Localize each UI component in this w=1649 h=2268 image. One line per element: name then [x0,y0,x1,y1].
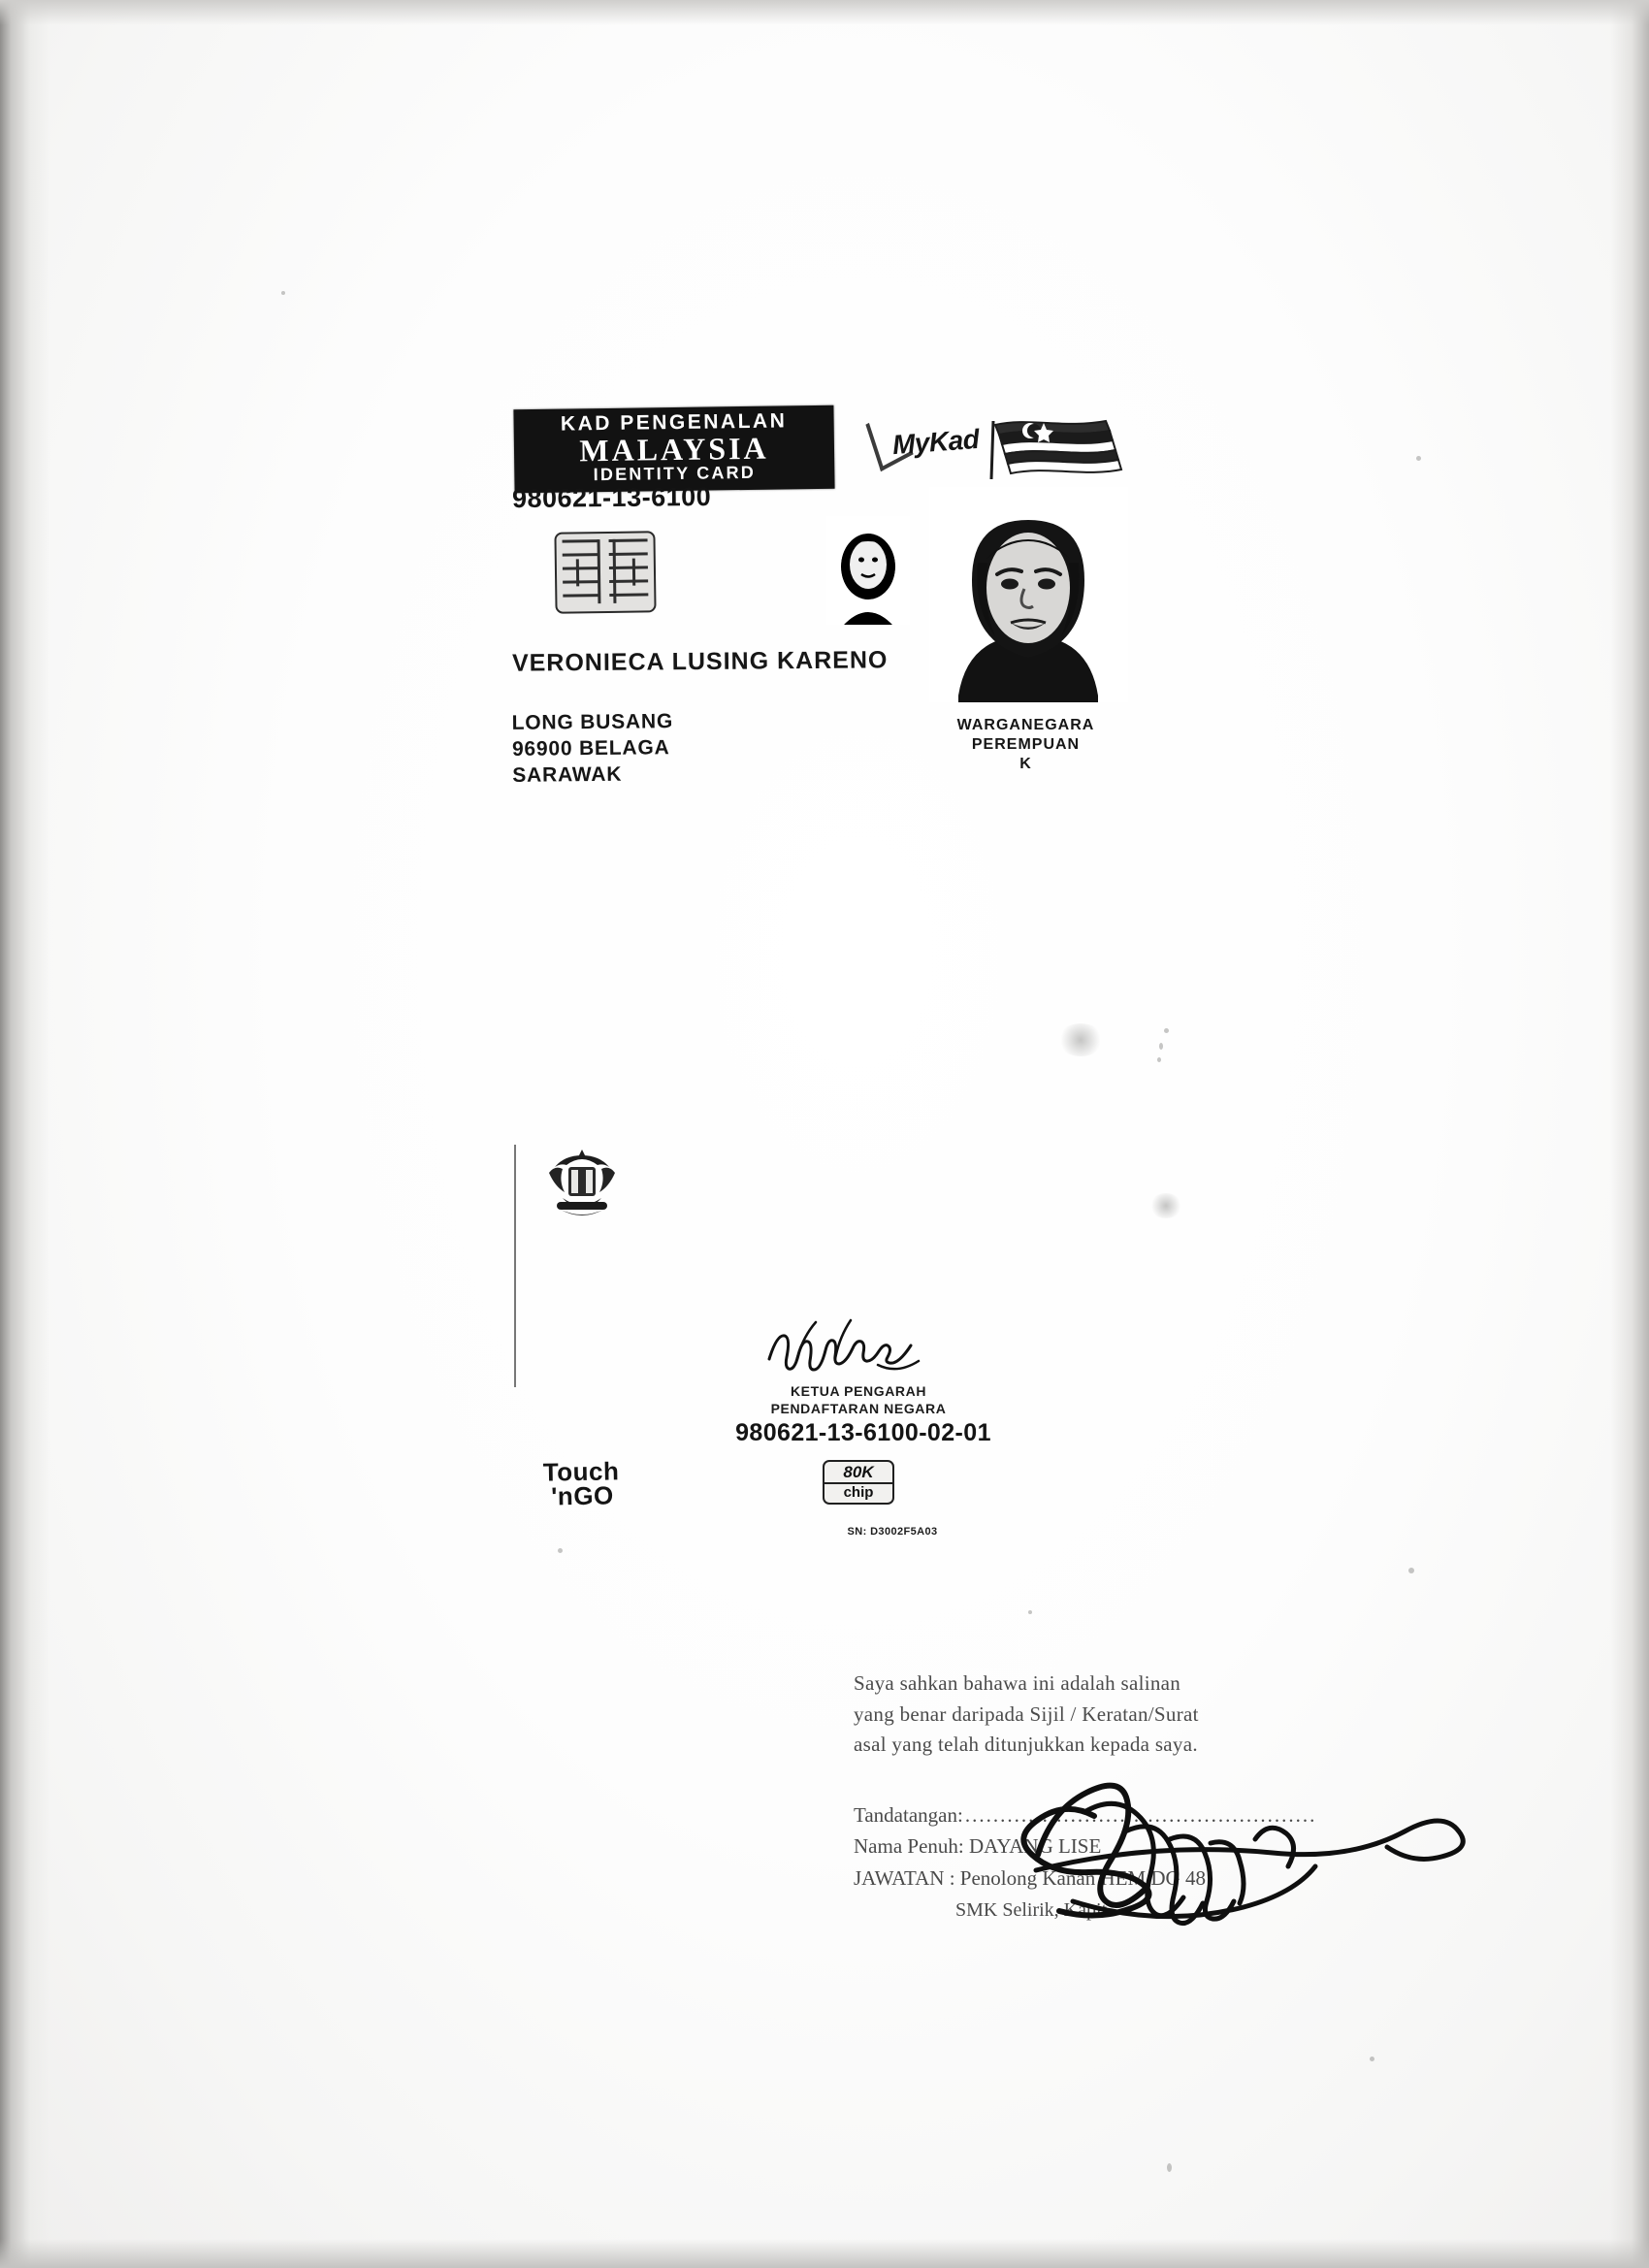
certification-statement [854,1669,1358,1761]
scan-edge-bottom [0,2239,1649,2268]
scan-speck [1159,1043,1163,1050]
director-general-title [737,1382,980,1417]
card-header-line2: MALAYSIA [579,430,769,469]
scan-edge-left [0,0,50,2268]
signature-row [854,1799,1358,1831]
identity-card-back [514,1140,1096,1557]
certification-line-3: asal yang telah ditunjukkan kepada saya. [854,1733,1198,1756]
director-general-signature [761,1314,946,1382]
address-line-2: 96900 BELAGA [511,736,670,761]
card-serial-number: SN: D3002F5A03 [847,1526,938,1538]
position-label: JAWATAN [854,1865,945,1890]
chip-capacity-badge [823,1460,894,1505]
scan-edge-right [1610,0,1649,2268]
holder-name: VERONIECA LUSING KARENO [511,646,889,677]
card-header-line1: KAD PENGENALAN [560,409,788,436]
dg-title-line1: KETUA PENGARAH [790,1383,927,1399]
citizenship-block [922,716,1130,774]
scan-smudge [1149,1193,1182,1218]
smartcard-chip-icon [554,531,656,613]
holder-address [512,709,674,789]
card-back-ic-serial: 980621-13-6100-02-01 [735,1419,991,1446]
malaysia-flag-icon [989,415,1125,485]
holder-photo-large [929,487,1128,702]
certification-fields [854,1799,1358,1927]
card-edge-line [514,1145,516,1387]
certification-block [854,1669,1358,1926]
scan-speck [281,291,285,295]
scan-speck [1157,1057,1161,1062]
address-line-3: SARAWAK [512,762,623,787]
touch-n-go-line2: 'nGO [550,1480,614,1511]
scan-speck [1167,2163,1172,2172]
school-name: SMK Selirik, Kapit [955,1899,1108,1922]
card-header-line3: IDENTITY CARD [593,462,757,485]
touch-n-go-logo [542,1456,620,1511]
signature-dots: :.................................................. [956,1802,1317,1827]
certification-line-1: Saya sahkan bahawa ini adalah salinan [854,1671,1181,1695]
citizenship-label: WARGANEGARA [956,717,1095,733]
scan-edge-top [0,0,1649,25]
religion-code: K [1019,756,1032,772]
holder-photo-small [826,516,910,625]
name-row [854,1831,1358,1863]
scan-speck [1416,456,1421,461]
address-line-1: LONG BUSANG [511,710,674,734]
scan-speck [1370,2057,1374,2061]
name-label: Nama Penuh [854,1834,958,1859]
certification-line-2: yang benar daripada Sijil / Keratan/Surat [854,1701,1199,1726]
card-header-banner [513,405,834,493]
scan-smudge [1057,1023,1104,1056]
scan-speck [1408,1568,1414,1573]
mykad-logo: MyKad [890,423,981,461]
scan-speck [1164,1028,1169,1033]
ic-number: 980621-13-6100 [511,481,712,514]
touch-n-go-line1: Touch [542,1456,620,1487]
identity-card-front [504,407,1135,815]
position-row [854,1863,1358,1895]
chip-capacity-label: chip [824,1482,892,1501]
position-value: : Penolong Kanan HEM DG 48 [949,1865,1206,1890]
chip-capacity-value: 80K [843,1463,874,1481]
scan-speck [1028,1610,1032,1614]
signature-label: Tandatangan [854,1802,957,1827]
gender-label: PEREMPUAN [971,736,1081,753]
name-value: : DAYANG LISE [957,1834,1102,1859]
malaysia-coat-of-arms-icon [543,1146,621,1225]
dg-title-line2: PENDAFTARAN NEGARA [770,1401,947,1417]
